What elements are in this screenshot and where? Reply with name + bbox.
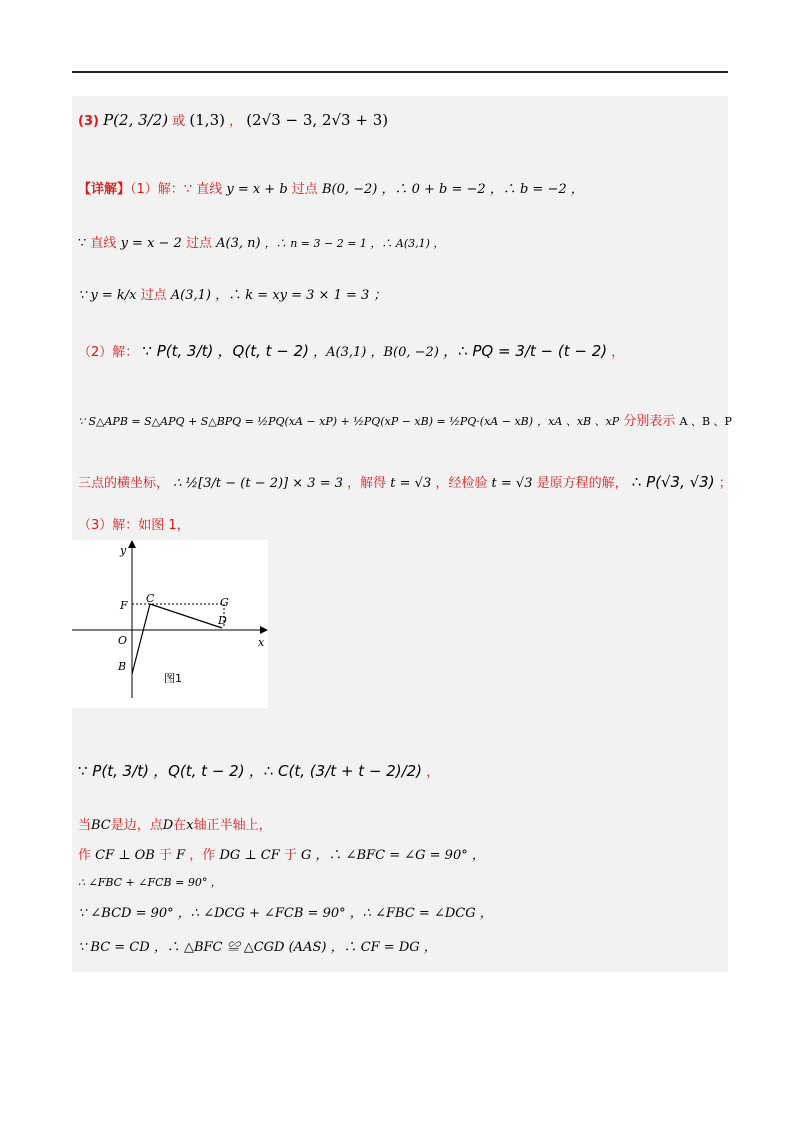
math-expr: ∵ P(t, 3/t) <box>78 762 149 780</box>
detail-line-6 <box>78 472 732 491</box>
text: （2）解： <box>78 345 139 360</box>
math-expr: B(0, −2) <box>321 182 378 197</box>
detail-line-2 <box>78 232 444 251</box>
solution-panel <box>72 96 732 972</box>
math-expr: x <box>186 818 194 833</box>
text: 作 <box>78 848 92 863</box>
text: ，经检验 <box>435 476 488 491</box>
header-rule <box>72 71 728 73</box>
figure-caption: 图1 <box>164 672 182 685</box>
math-expr: A(3, n) <box>216 236 261 251</box>
math-expr: ∵ y = k/x <box>78 288 137 303</box>
text: 当 <box>78 818 92 833</box>
math-expr: ∵ <box>78 236 91 251</box>
detail-line-11 <box>78 874 222 890</box>
label-o: O <box>118 634 128 647</box>
math-expr: (2√3 − 3, 2√3 + 3) <box>246 111 389 129</box>
text: 过点 <box>140 288 167 303</box>
detail-line-1 <box>78 178 584 197</box>
text: （1）解：∵ 直线 <box>130 182 223 197</box>
math-expr: ，∴ ∠BFC = ∠G = 90° ， <box>315 848 485 863</box>
label-g: G <box>220 596 229 609</box>
math-expr: y = x − 2 <box>120 236 182 251</box>
math-expr: ∵ S△APB = S△APQ + S△BPQ = ½PQ(xA − xP) + ½PQ(xP − xB) = ½PQ·(xA − xB) <box>78 415 534 428</box>
math-expr: ，A(3,1) <box>313 345 367 360</box>
text: 过点 <box>185 236 212 251</box>
text: 过点 <box>291 182 318 197</box>
detail-line-7 <box>78 514 190 533</box>
math-expr: t = √3 <box>491 476 533 491</box>
text: 分别表示 <box>623 414 676 429</box>
text: ，解得 <box>347 476 387 491</box>
label-d: D <box>218 614 227 627</box>
math-expr: t = √3 <box>390 476 432 491</box>
text: ，作 <box>189 848 216 863</box>
label-c: C <box>146 592 155 605</box>
math-expr: ∵ BC = CD <box>78 940 150 955</box>
math-expr: ，∴ C(t, (3/t + t − 2)/2) <box>248 762 423 780</box>
separator: ， <box>426 765 440 780</box>
math-expr: ，∴ PQ = 3/t − (t − 2) <box>443 342 608 360</box>
math-expr: ，∴ △BFC ≌ △CGD (AAS) <box>153 940 327 955</box>
text: 三点的横坐标， <box>78 476 170 491</box>
math-expr: ∵ P(t, 3/t) <box>142 342 214 360</box>
math-expr: ，B(0, −2) <box>370 345 439 360</box>
math-expr: ∵ ∠BCD = 90° ，∴ ∠DCG + ∠FCB = 90° ，∴ ∠FBC = ∠DCG ， <box>78 906 493 921</box>
separator: ， <box>229 114 243 129</box>
text-or: 或 <box>172 114 186 129</box>
math-expr: A(3,1) <box>170 288 212 303</box>
math-expr: ∴ ∠FBC + ∠FCB = 90° ， <box>78 876 222 889</box>
math-expr: F <box>176 848 186 863</box>
text: 轴正半轴上， <box>193 818 272 833</box>
text: 是边，点 <box>110 818 163 833</box>
answer-3-line <box>78 110 388 129</box>
part-label: (3) <box>78 114 99 129</box>
detail-line-8 <box>78 760 439 781</box>
math-expr: DG ⊥ CF <box>219 848 280 863</box>
math-expr: D <box>162 818 174 833</box>
detail-line-12 <box>78 902 493 921</box>
text: 在 <box>173 818 187 833</box>
detail-line-3 <box>78 284 386 303</box>
math-expr: ∴ P(√3, √3) <box>631 473 715 491</box>
math-expr: G <box>301 848 312 863</box>
text: 直线 <box>90 236 117 251</box>
detail-tag: 【详解】 <box>78 182 131 197</box>
x-label: x <box>258 636 265 649</box>
text: 于 <box>283 848 297 863</box>
math-expr: y = x + b <box>226 182 288 197</box>
label-f: F <box>120 599 128 612</box>
detail-line-5 <box>78 410 732 429</box>
math-expr: (1,3) <box>189 111 225 129</box>
text: 于 <box>158 848 172 863</box>
segment-bc <box>132 604 150 674</box>
text: 是原方程的解， <box>536 476 628 491</box>
math-expr: ，∴ CF = DG ， <box>330 940 437 955</box>
x-axis-arrow <box>260 626 268 634</box>
separator: ； <box>718 476 732 491</box>
label-b: B <box>118 660 127 673</box>
text: （3）解：如图 1， <box>78 518 190 533</box>
detail-line-9 <box>78 814 272 833</box>
math-expr: ，Q(t, t − 2) <box>153 762 245 780</box>
detail-line-10 <box>78 844 485 863</box>
math-expr: ∴ ½[3/t − (t − 2)] × 3 = 3 <box>173 476 343 491</box>
segment-cd <box>150 604 222 628</box>
math-expr: ，xA 、xB 、xP <box>537 415 620 428</box>
detail-line-13 <box>78 936 437 955</box>
math-expr: P(2, 3/2) <box>103 111 169 129</box>
math-expr: ，Q(t, t − 2) <box>217 342 309 360</box>
y-label: y <box>120 544 127 557</box>
figure-1 <box>72 540 268 708</box>
coordinate-diagram <box>72 540 268 708</box>
y-axis-arrow <box>128 540 136 548</box>
math-expr: CF ⊥ OB <box>95 848 155 863</box>
detail-line-4 <box>78 340 624 361</box>
math-expr: ，∴ n = 3 − 2 = 1 ，∴ A(3,1) ， <box>264 237 445 250</box>
math-expr: BC <box>91 818 111 833</box>
math-expr: ，∴ k = xy = 3 × 1 = 3 ； <box>215 288 387 303</box>
math-expr: A 、B 、P <box>679 415 732 428</box>
math-expr: ，∴ 0 + b = −2 ，∴ b = −2 ， <box>381 182 584 197</box>
separator: ， <box>611 345 625 360</box>
